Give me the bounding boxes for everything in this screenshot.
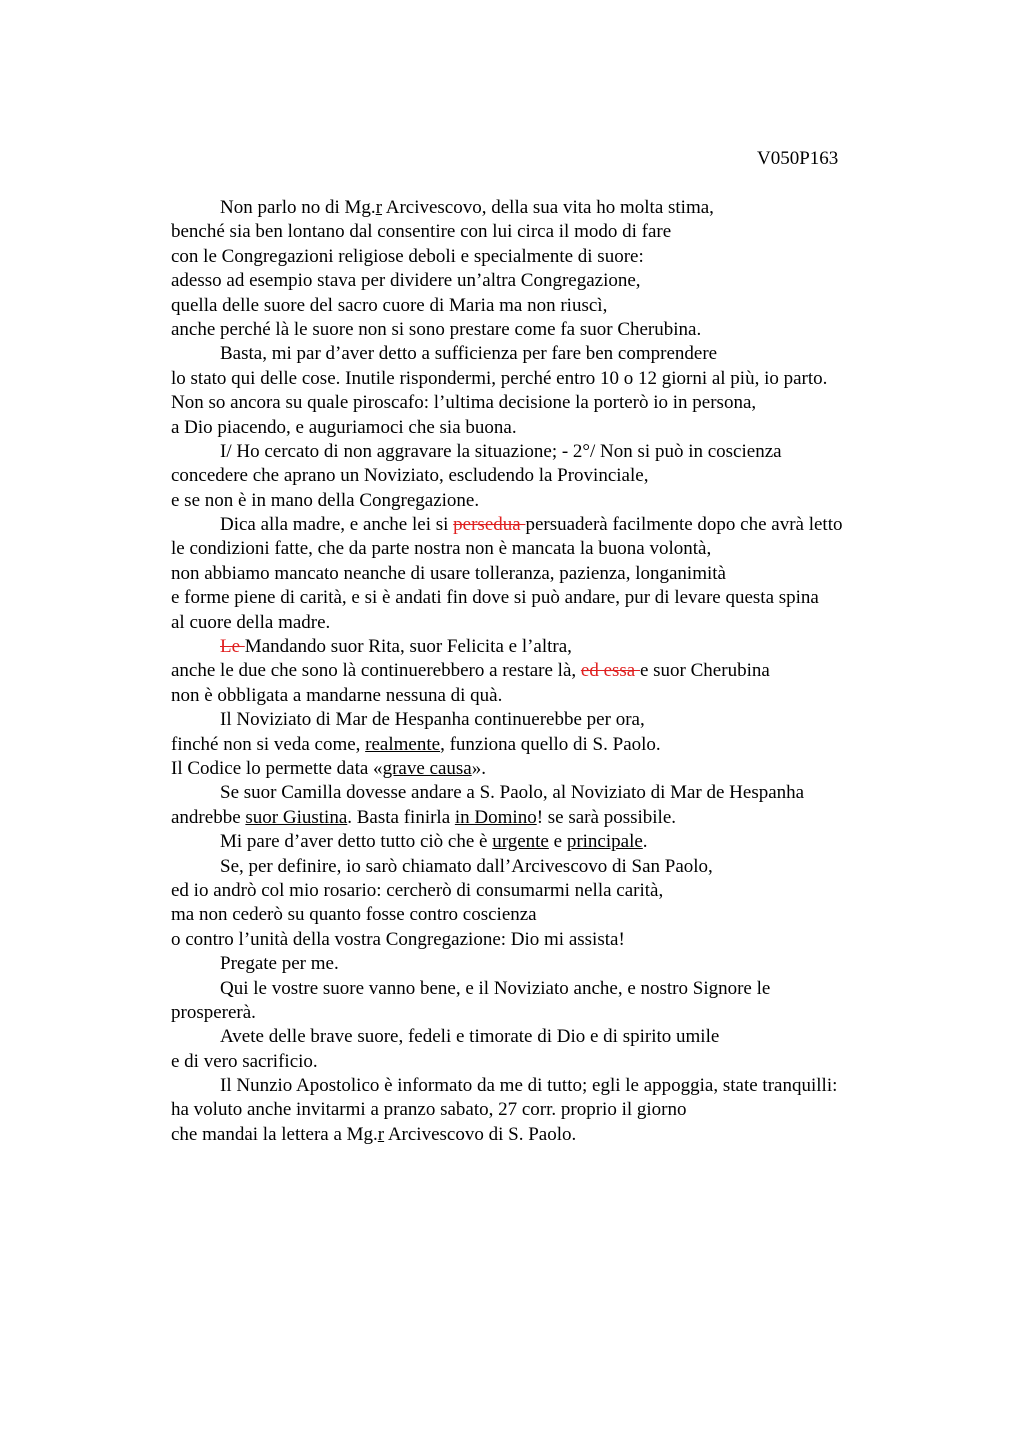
deleted-text: ed essa [580, 660, 640, 682]
text-line [171, 245, 1011, 269]
text-line [171, 1025, 1011, 1049]
text-segment: concedere che aprano un Noviziato, escludendo la Provinciale, [171, 465, 649, 487]
text-line [171, 903, 1011, 927]
text-line [171, 708, 1011, 732]
text-line [171, 367, 1011, 391]
text-segment: Il Codice lo permette data « [171, 757, 383, 779]
text-line [171, 757, 1011, 781]
text-line [171, 855, 1011, 879]
text-line [171, 733, 1011, 757]
text-segment: e suor Cherubina [639, 660, 770, 682]
text-segment: ma non cederò su quanto fosse contro coscienza [171, 904, 537, 926]
text-segment: Avete delle brave suore, fedeli e timorate di Dio e di spirito umile [220, 1026, 720, 1048]
text-line [171, 830, 1011, 854]
text-line [171, 1098, 1011, 1122]
text-line [171, 684, 1011, 708]
deleted-text: persedua [453, 514, 526, 536]
text-line [171, 952, 1011, 976]
underlined-text: urgente [492, 831, 549, 853]
text-segment: con le Congregazioni religiose deboli e specialmente di suore: [171, 245, 644, 267]
text-line [171, 294, 1011, 318]
text-segment: Dica alla madre, e anche lei si [220, 514, 454, 536]
text-segment: Mandando suor Rita, suor Felicita e l’altra, [244, 636, 572, 658]
text-segment: al cuore della madre. [171, 611, 331, 633]
text-segment: ». [471, 757, 486, 779]
text-segment: Non parlo no di Mg. [220, 197, 376, 218]
underlined-text: suor Giustina [245, 806, 348, 828]
text-segment: Arcivescovo di S. Paolo. [384, 1123, 577, 1145]
text-line [171, 1123, 1011, 1147]
text-segment: non è obbligata a mandarne nessuna di quà. [171, 684, 503, 706]
letter-body [171, 196, 1011, 1147]
text-segment: persuaderà facilmente dopo che avrà letto [525, 514, 843, 536]
text-line [171, 781, 1011, 805]
text-line [171, 611, 1011, 635]
text-line [171, 391, 1011, 415]
text-segment: Se suor Camilla dovesse andare a S. Paolo, al Noviziato di Mar de Hespanha [220, 782, 805, 804]
text-line [171, 537, 1011, 561]
text-segment: Se, per definire, io sarò chiamato dall’Arcivescovo di San Paolo, [220, 855, 713, 877]
text-line [171, 416, 1011, 440]
text-segment: quella delle suore del sacro cuore di Maria ma non riuscì, [171, 294, 608, 316]
text-segment: ed io andrò col mio rosario: cercherò di consumarmi nella carità, [171, 879, 664, 901]
text-line [171, 1001, 1011, 1025]
underlined-text: in Domino [454, 806, 537, 828]
text-segment: Arcivescovo, della sua vita ho molta stima, [382, 197, 714, 218]
text-line [171, 196, 1011, 220]
text-line [171, 489, 1011, 513]
text-line [171, 464, 1011, 488]
page-id: V050P163 [757, 148, 839, 169]
text-segment: ! se sarà possibile. [536, 806, 677, 828]
text-segment: a Dio piacendo, e auguriamoci che sia buona. [171, 416, 517, 438]
text-segment: e [548, 831, 567, 853]
text-line [171, 440, 1011, 464]
text-segment: finché non si veda come, [171, 733, 366, 755]
text-segment: Il Nunzio Apostolico è informato da me di tutto; egli le appoggia, state tranquilli: [220, 1075, 838, 1097]
text-line [171, 659, 1011, 683]
text-segment: e forme piene di carità, e si è andati fin dove si può andare, pur di levare questa spina [171, 587, 819, 609]
text-line [171, 220, 1011, 244]
text-segment: Basta, mi par d’aver detto a sufficienza per fare ben comprendere [220, 343, 718, 365]
text-segment: anche perché là le suore non si sono prestare come fa suor Cherubina. [171, 318, 702, 340]
text-segment: lo stato qui delle cose. Inutile rispondermi, perché entro 10 o 12 giorni al più, io parto. [171, 367, 828, 389]
text-line [171, 1050, 1011, 1074]
text-segment: I/ Ho cercato di non aggravare la situazione; - 2°/ Non si può in coscienza [220, 440, 782, 462]
text-segment: ha voluto anche invitarmi a pranzo sabato, 27 corr. proprio il giorno [171, 1099, 687, 1121]
text-segment: benché sia ben lontano dal consentire con lui circa il modo di fare [171, 221, 672, 243]
text-segment: che mandai la lettera a Mg. [171, 1123, 378, 1145]
text-line [171, 806, 1011, 830]
text-line [171, 879, 1011, 903]
text-line [171, 977, 1011, 1001]
text-segment: , funziona quello di S. Paolo. [440, 733, 661, 755]
text-line [171, 562, 1011, 586]
text-segment: anche le due che sono là continuerebbero a restare là, [171, 660, 581, 682]
text-segment: o contro l’unità della vostra Congregazione: Dio mi assista! [171, 928, 625, 950]
text-line [171, 586, 1011, 610]
text-segment: non abbiamo mancato neanche di usare tolleranza, pazienza, longanimità [171, 562, 726, 584]
underlined-text: realmente [365, 733, 441, 755]
underlined-text: r [377, 1123, 385, 1145]
text-segment: Qui le vostre suore vanno bene, e il Noviziato anche, e nostro Signore le [220, 977, 771, 999]
text-line [171, 513, 1011, 537]
deleted-text: Le [220, 636, 245, 658]
text-segment: le condizioni fatte, che da parte nostra non è mancata la buona volontà, [171, 538, 712, 560]
text-segment: e se non è in mano della Congregazione. [171, 489, 480, 511]
text-segment: Mi pare d’aver detto tutto ciò che è [220, 831, 493, 853]
text-segment: . Basta finirla [347, 806, 455, 828]
text-line [171, 928, 1011, 952]
underlined-text: principale [566, 831, 643, 853]
text-line [171, 342, 1011, 366]
underlined-text: grave causa [382, 757, 472, 779]
text-line [171, 1074, 1011, 1098]
text-segment: andrebbe [171, 806, 246, 828]
text-line [171, 269, 1011, 293]
text-segment: adesso ad esempio stava per dividere un’altra Congregazione, [171, 270, 641, 292]
text-segment: e di vero sacrificio. [171, 1050, 318, 1072]
text-segment: . [642, 831, 648, 853]
text-segment: Non so ancora su quale piroscafo: l’ultima decisione la porterò io in persona, [171, 392, 757, 414]
text-segment: Pregate per me. [220, 953, 339, 975]
text-line [171, 318, 1011, 342]
underlined-text: r [375, 197, 383, 218]
text-line [171, 635, 1011, 659]
text-segment: prospererà. [171, 1001, 256, 1023]
text-segment: Il Noviziato di Mar de Hespanha continuerebbe per ora, [220, 709, 645, 731]
